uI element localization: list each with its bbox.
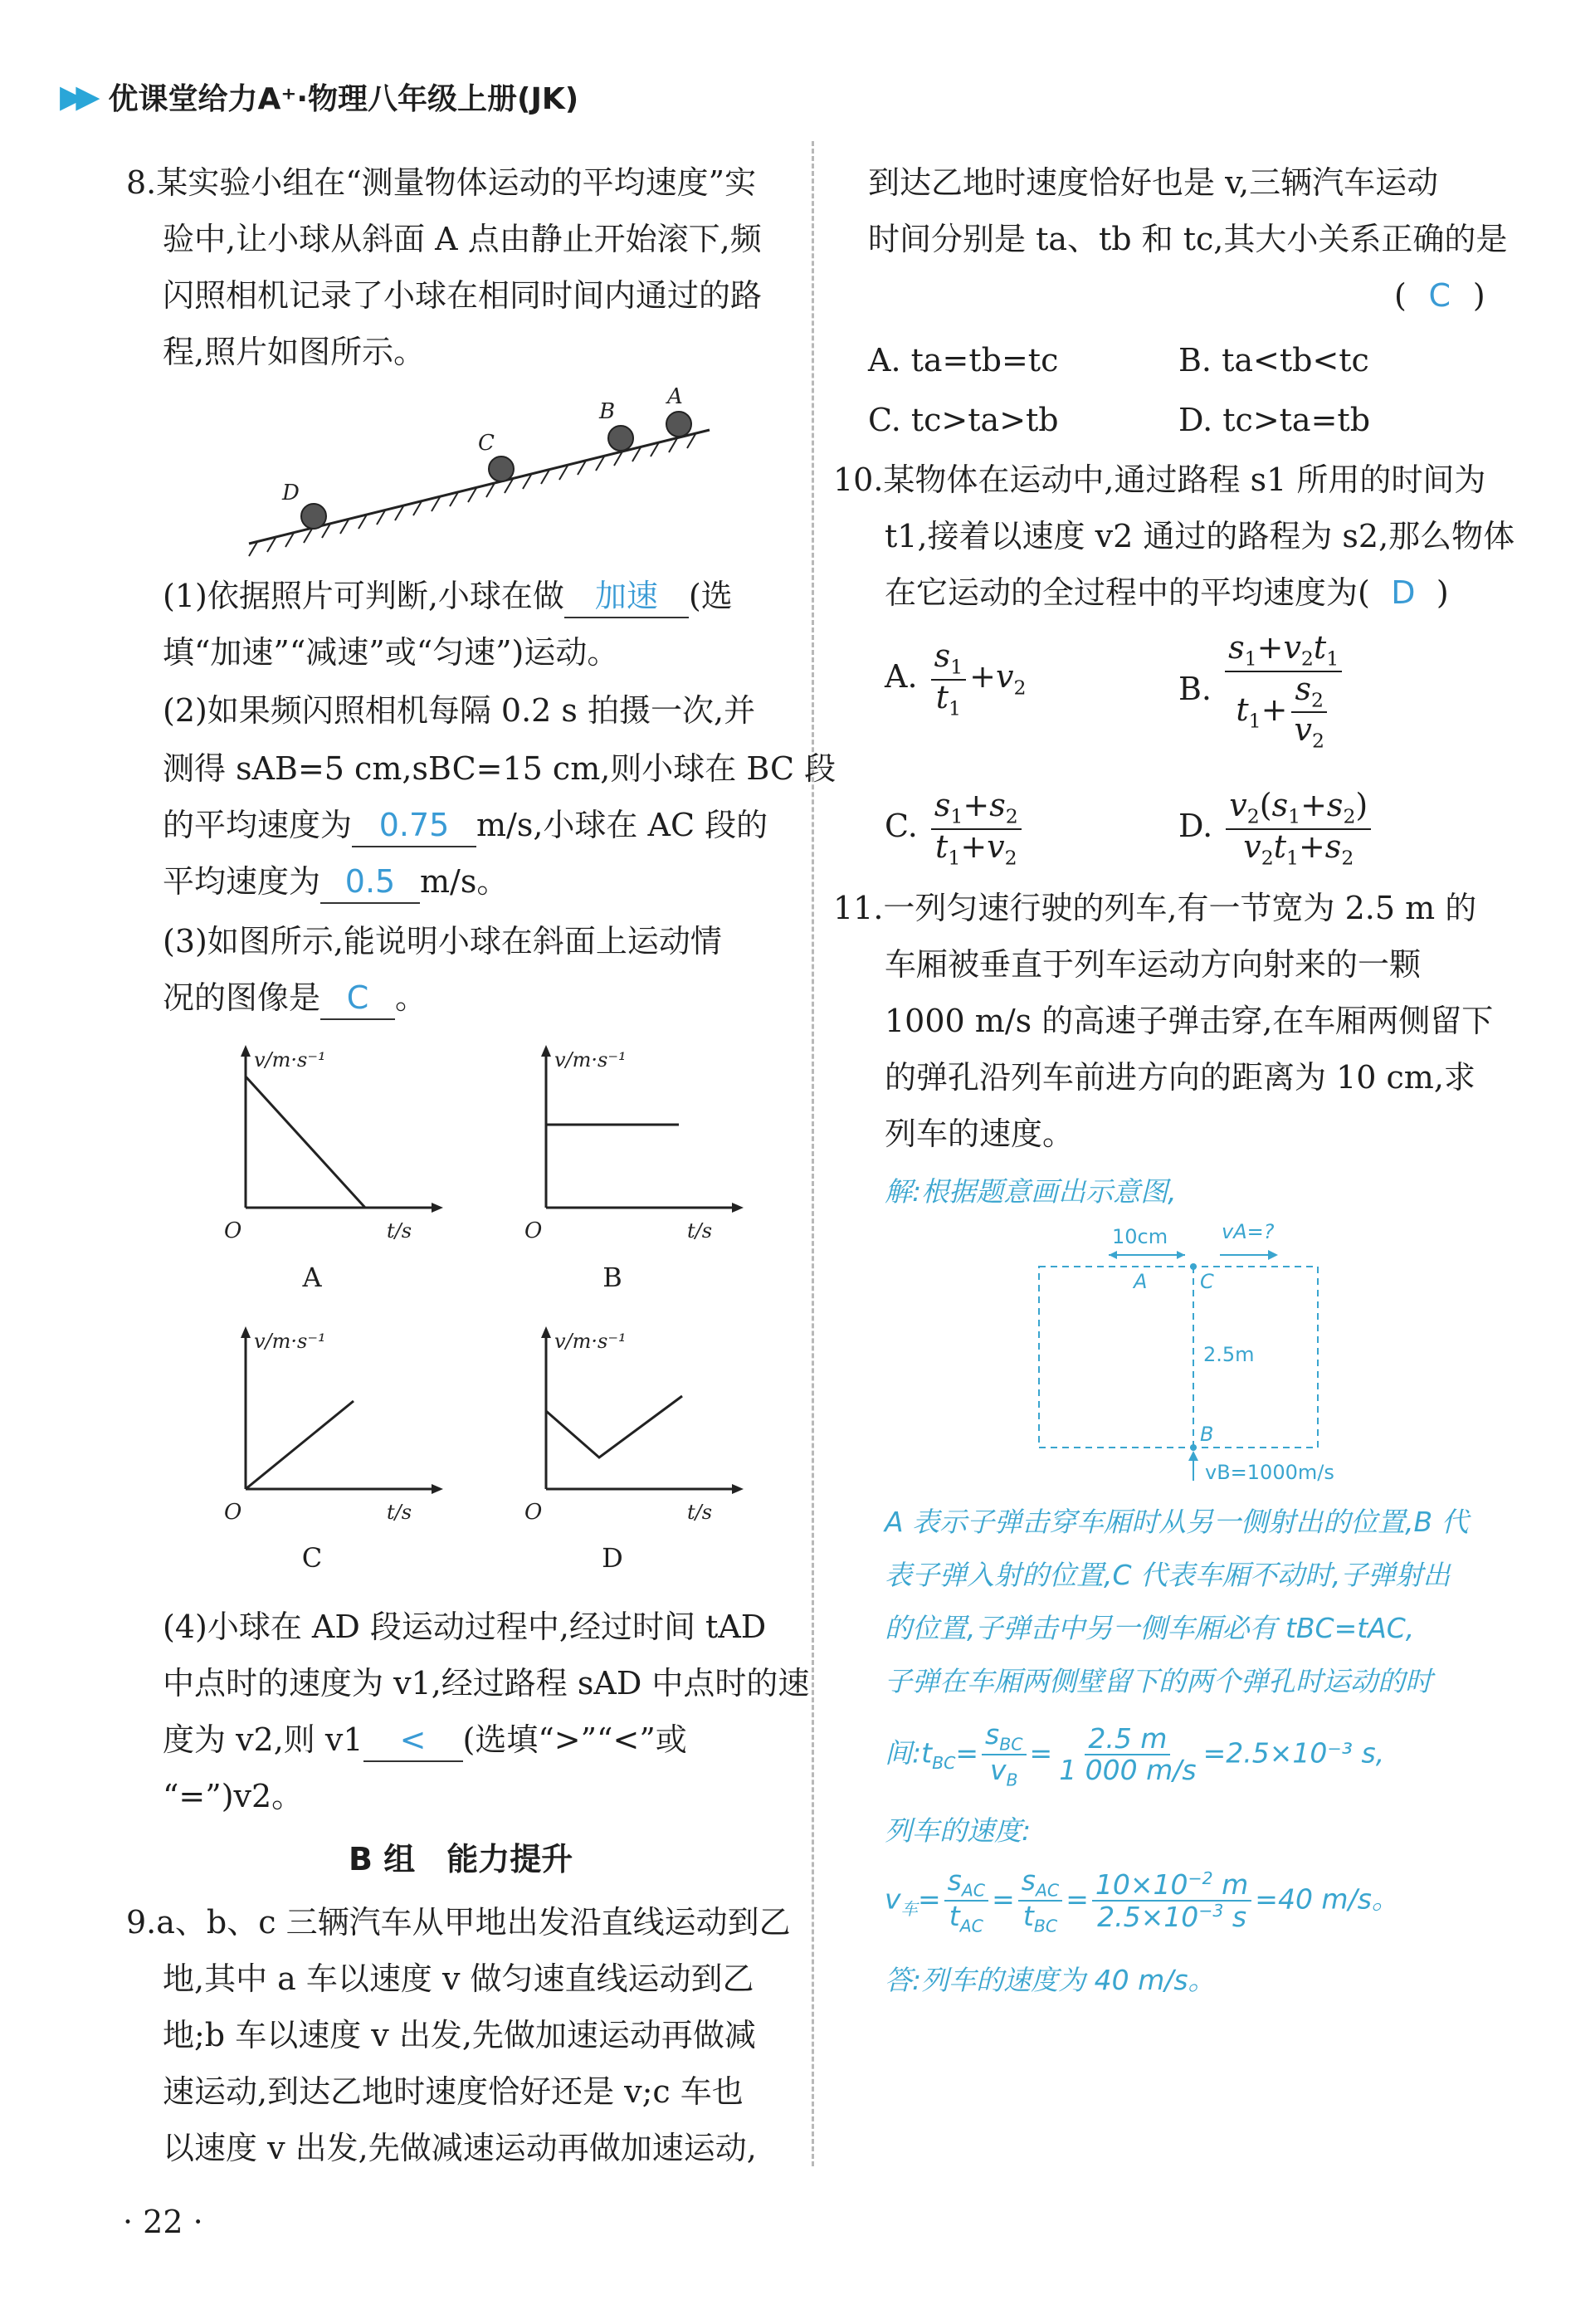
q10-line-2: t1,接着以速度 v2 通过的路程为 s2,那么物体	[885, 518, 1515, 554]
q11-line-3: 1000 m/s 的高速子弹击穿,在车厢两侧留下	[885, 1003, 1494, 1039]
q11-line-5: 列车的速度。	[885, 1116, 1075, 1152]
q9-line-6: 到达乙地时速度恰好也是 v,三辆汽车运动	[868, 164, 1439, 201]
graph-d-origin: O	[524, 1500, 543, 1525]
q8-part4-line3: 度为 v2,则 v1 < (选填“>”“<”或	[163, 1715, 687, 1765]
q8-part4-line1: (4)小球在 AD 段运动过程中,经过时间 tAD	[163, 1609, 767, 1645]
graph-b-ylabel: v/m·s⁻¹	[554, 1048, 627, 1072]
graph-d-ylabel: v/m·s⁻¹	[554, 1330, 627, 1353]
graph-b	[524, 1042, 757, 1249]
page-header	[60, 73, 578, 120]
q9-line-2: 地,其中 a 车以速度 v 做匀速直线运动到乙	[163, 1960, 754, 1997]
graph-b-origin: O	[524, 1218, 543, 1243]
q8-part2-line1: (2)如果频闪照相机每隔 0.2 s 拍摄一次,并	[163, 692, 756, 729]
solution-line-1: A 表示子弹击穿车厢时从另一侧射出的位置,B 代	[885, 1506, 1469, 1538]
q10-line-3: 在它运动的全过程中的平均速度为( D )	[885, 574, 1449, 611]
header-title: 优课堂给力A⁺·物理八年级上册(JK)	[108, 81, 579, 116]
q8-part1: (1)依据照片可判断,小球在做 加速 (选	[163, 571, 733, 621]
section-b-title: B 组 能力提升	[349, 1841, 573, 1877]
fig-c: C	[1200, 1270, 1214, 1293]
answer-blank-2: 0.75	[352, 804, 476, 847]
solution-speed-formula: $v_车=$ $\frac{s_{AC}}{t_{AC}}$ = $\frac{s_{AC}}{t_{BC}}$ = $\frac{10\times 10^{-2} m}{2.5\times 10^{-3} s}$ =40 m/s。	[885, 1864, 1399, 1936]
fig-10cm: 10cm	[1112, 1225, 1168, 1248]
page-number: · 22 ·	[123, 2204, 203, 2240]
solution-speed-label: 列车的速度:	[885, 1814, 1032, 1847]
q8-part4-line2: 中点时的速度为 v1,经过路程 sAD 中点时的速	[163, 1665, 810, 1702]
q8-part3-line2: 况的图像是 C 。	[163, 973, 427, 1023]
ball-a	[666, 412, 691, 437]
label-b: B	[599, 399, 616, 424]
answer-blank-4: C	[320, 977, 395, 1020]
q8-line-4: 程,照片如图所示。	[163, 334, 426, 370]
solution-line-4: 子弹在车厢两侧壁留下的两个弹孔时运动的时	[885, 1665, 1432, 1697]
q9-line-5: 以速度 v 出发,先做减速运动再做加速运动,	[163, 2130, 757, 2166]
q9-line-1: 9.a、b、c 三辆汽车从甲地出发沿直线运动到乙	[126, 1904, 791, 1941]
graph-c-caption: C	[301, 1542, 323, 1574]
label-c: C	[478, 431, 495, 456]
column-divider	[812, 141, 814, 2166]
q10-option-c: C. $\frac{s_1+s_2}{t_1+v_2}$	[885, 788, 1025, 869]
q8-part2-line3: 的平均速度为 0.75 m/s,小球在 AC 段的	[163, 800, 768, 850]
q8-line-2: 验中,让小球从斜面 A 点由静止开始滚下,频	[163, 221, 762, 257]
graph-a	[224, 1042, 456, 1249]
ball-d	[301, 504, 326, 529]
fig-a: A	[1134, 1270, 1148, 1293]
graph-a-ylabel: v/m·s⁻¹	[254, 1048, 326, 1072]
label-d: D	[282, 481, 300, 505]
solution-time-formula: 间$:t_{BC}=$ $\frac{s_{BC}}{v_B}$ = $\frac{2.5 m}{1 000 m/s}$ =2.5×10⁻³ s,	[885, 1718, 1385, 1790]
y-arrow	[241, 1045, 251, 1057]
ball-c	[489, 456, 514, 481]
q11-line-2: 车厢被垂直于列车运动方向射来的一颗	[885, 946, 1422, 983]
q9-option-b: B. ta<tb<tc	[1178, 342, 1369, 378]
solution-line-2: 表子弹入射的位置,C 代表车厢不动时,子弹射出	[885, 1559, 1451, 1591]
graph-d-xlabel: t/s	[687, 1501, 713, 1524]
q9-line-7: 时间分别是 ta、tb 和 tc,其大小关系正确的是	[868, 221, 1508, 257]
incline-hatching	[249, 434, 695, 556]
q8-part3-line1: (3)如图所示,能说明小球在斜面上运动情	[163, 923, 722, 959]
fig-b: B	[1200, 1423, 1214, 1446]
incline-figure	[241, 382, 722, 564]
graph-c-origin: O	[224, 1500, 242, 1525]
q8-line-1: 8.某实验小组在“测量物体运动的平均速度”实	[126, 164, 757, 201]
q9-option-d: D. tc>ta=tb	[1178, 402, 1371, 438]
q8-part2-line4: 平均速度为 0.5 m/s。	[163, 857, 508, 906]
graph-a-caption: A	[302, 1262, 322, 1293]
answer-blank-3: 0.5	[320, 861, 420, 904]
q11-line-4: 的弹孔沿列车前进方向的距离为 10 cm,求	[885, 1059, 1475, 1096]
answer-blank-1: 加速	[564, 575, 689, 618]
graph-c	[224, 1323, 456, 1531]
label-a: A	[667, 384, 683, 409]
graph-d-caption: D	[602, 1542, 623, 1574]
double-arrow-icon: ▶▶	[60, 78, 92, 115]
graph-b-caption: B	[602, 1262, 622, 1293]
q8-part4-line4: “=”)v2。	[163, 1778, 304, 1814]
graph-a-xlabel: t/s	[387, 1219, 412, 1243]
x-arrow	[432, 1203, 443, 1213]
car-outline	[1039, 1267, 1318, 1448]
q8-line-3: 闪照相机记录了小球在相同时间内通过的路	[163, 277, 763, 314]
graph-a-line	[246, 1077, 365, 1208]
answer-blank-5: <	[363, 1719, 463, 1762]
q10-option-d: D. $\frac{v_2(s_1+s_2)}{v_2t_1+s_2}$	[1178, 788, 1374, 869]
q9-line-4: 速运动,到达乙地时速度恰好还是 v;c 车也	[163, 2073, 744, 2110]
q8-part1-line2: 填“加速”“减速”或“匀速”)运动。	[163, 634, 619, 671]
solution-answer: 答:列车的速度为 40 m/s。	[885, 1964, 1216, 1996]
graph-c-line	[246, 1401, 354, 1489]
graph-d	[524, 1323, 757, 1531]
schematic-figure	[1029, 1212, 1378, 1486]
fig-25m: 2.5m	[1203, 1343, 1255, 1366]
q8-part2-line2: 测得 sAB=5 cm,sBC=15 cm,则小球在 BC 段	[163, 750, 837, 787]
graph-b-xlabel: t/s	[687, 1219, 713, 1243]
fig-vb: vB=1000m/s	[1205, 1461, 1334, 1484]
q9-line-3: 地;b 车以速度 v 出发,先做加速运动再做减	[163, 2017, 756, 2053]
q9-answer-bracket: ( C )	[1394, 277, 1485, 314]
ball-b	[608, 426, 633, 451]
q10-line-1: 10.某物体在运动中,通过路程 s1 所用的时间为	[833, 461, 1486, 498]
solution-line-3: 的位置,子弹击中另一侧车厢必有 tBC=tAC,	[885, 1612, 1415, 1644]
graph-d-line	[546, 1396, 682, 1457]
q10-option-a: A. $\frac{s_1}{t_1}$ $+v_2$	[885, 637, 1027, 720]
q10-option-b: B. $s_1+v_2t_1$ $t_1+$ $\frac{s_2}{v_2}$	[1178, 631, 1345, 753]
graph-c-xlabel: t/s	[387, 1501, 412, 1524]
fig-va: vA=?	[1222, 1220, 1275, 1243]
q11-line-1: 11.一列匀速行驶的列车,有一节宽为 2.5 m 的	[833, 890, 1477, 926]
q9-option-c: C. tc>ta>tb	[868, 402, 1059, 438]
graph-c-ylabel: v/m·s⁻¹	[254, 1330, 326, 1353]
graph-a-origin: O	[224, 1218, 242, 1243]
solution-intro: 解:根据题意画出示意图,	[885, 1175, 1177, 1208]
q9-option-a: A. ta=tb=tc	[868, 342, 1059, 378]
